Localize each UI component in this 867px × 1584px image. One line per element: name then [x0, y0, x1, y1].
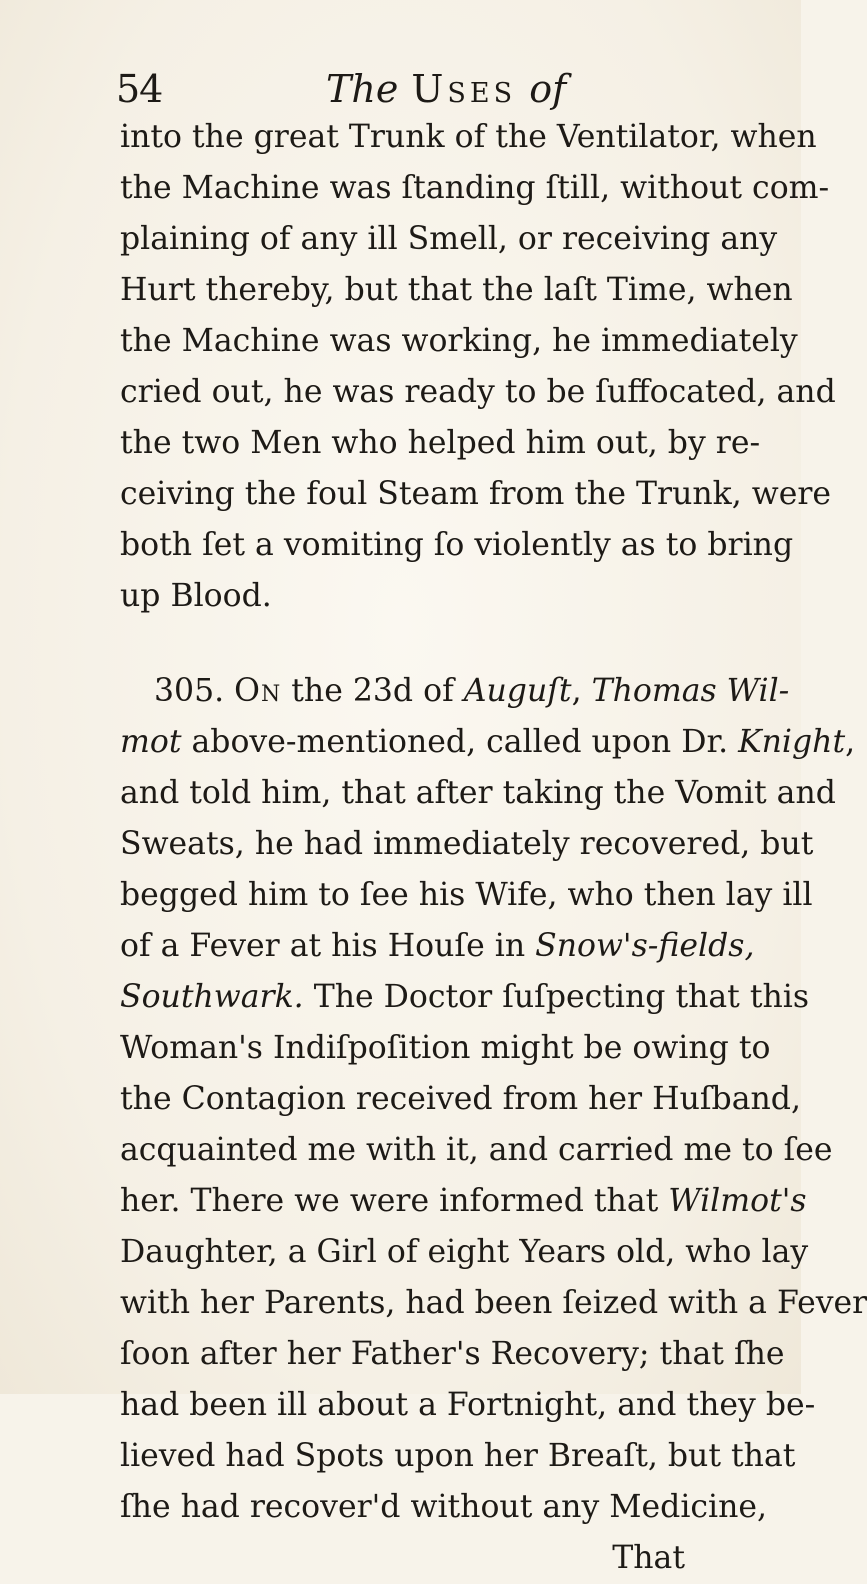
text-run: ,	[845, 724, 856, 760]
text-run: the 23d of	[281, 673, 464, 709]
text-line: the two Men who helped him out, by re-	[120, 425, 761, 461]
text-line	[120, 921, 755, 972]
paragraph-305	[120, 666, 867, 1533]
place-name: Southwark.	[120, 979, 304, 1015]
text-line: ſhe had recover'd without any Medicine,	[120, 1489, 768, 1525]
text-line	[120, 1176, 807, 1227]
lead-word: On	[234, 673, 282, 709]
text-run: her. There we were informed that	[120, 1183, 669, 1219]
text-line: into the great Trunk of the Ventilator, when	[120, 119, 817, 155]
text-line: the Machine was working, he immediately	[120, 323, 798, 359]
running-title	[326, 64, 566, 114]
person-name: Thomas Wil-	[591, 673, 790, 709]
text-line: acquainted me with it, and carried me to ſee	[120, 1132, 833, 1168]
running-header	[116, 64, 716, 114]
text-run: above-mentioned, called upon Dr.	[181, 724, 739, 760]
paragraph-ventilator	[120, 112, 836, 622]
text-line: the Contagion received from her Huſband,	[120, 1081, 801, 1117]
title-the: The	[326, 67, 399, 111]
paragraph-gap	[120, 622, 695, 666]
text-run: The Doctor ſuſpecting that this	[303, 979, 810, 1015]
text-line: lieved had Spots upon her Breaſt, but that	[120, 1438, 796, 1474]
text-run: ,	[571, 673, 592, 709]
text-line: Daughter, a Girl of eight Years old, who lay	[120, 1234, 809, 1270]
page-number: 54	[116, 67, 163, 111]
person-name: Knight	[738, 724, 846, 760]
text-line	[120, 972, 810, 1023]
text-line: plaining of any ill Smell, or receiving any	[120, 221, 778, 257]
text-line: with her Parents, had been ſeized with a Fever	[120, 1285, 867, 1321]
text-line: both ſet a vomiting ſo violently as to bring	[120, 527, 794, 563]
person-name: mot	[120, 724, 182, 760]
text-run: of a Fever at his Houſe in	[120, 928, 536, 964]
text-line: had been ill about a Fortnight, and they be-	[120, 1387, 816, 1423]
text-line: and told him, that after taking the Vomit and	[120, 775, 836, 811]
text-line: ceiving the foul Steam from the Trunk, were	[120, 476, 832, 512]
place-name: Snow's-fields,	[535, 928, 755, 964]
title-of: of	[529, 67, 567, 111]
title-uses: Uses	[411, 67, 517, 111]
paragraph-number: 305.	[154, 673, 225, 709]
text-line: Woman's Indiſpoſition might be owing to	[120, 1030, 771, 1066]
text-line: ſoon after her Father's Recovery; that ſhe	[120, 1336, 785, 1372]
person-name: Wilmot's	[668, 1183, 807, 1219]
text-line: cried out, he was ready to be ſuffocated, and	[120, 374, 836, 410]
text-line: Sweats, he had immediately recovered, but	[120, 826, 814, 862]
text-line: the Machine was ſtanding ſtill, without com-	[120, 170, 830, 206]
text-line: Hurt thereby, but that the laſt Time, when	[120, 272, 793, 308]
month-name: Auguſt	[463, 673, 572, 709]
body-text	[120, 112, 867, 1584]
text-line: begged him to ſee his Wife, who then lay ill	[120, 877, 813, 913]
text-line	[120, 666, 790, 717]
text-line: up Blood.	[120, 578, 272, 614]
text-line	[120, 717, 856, 768]
catchword: That	[612, 1540, 685, 1576]
